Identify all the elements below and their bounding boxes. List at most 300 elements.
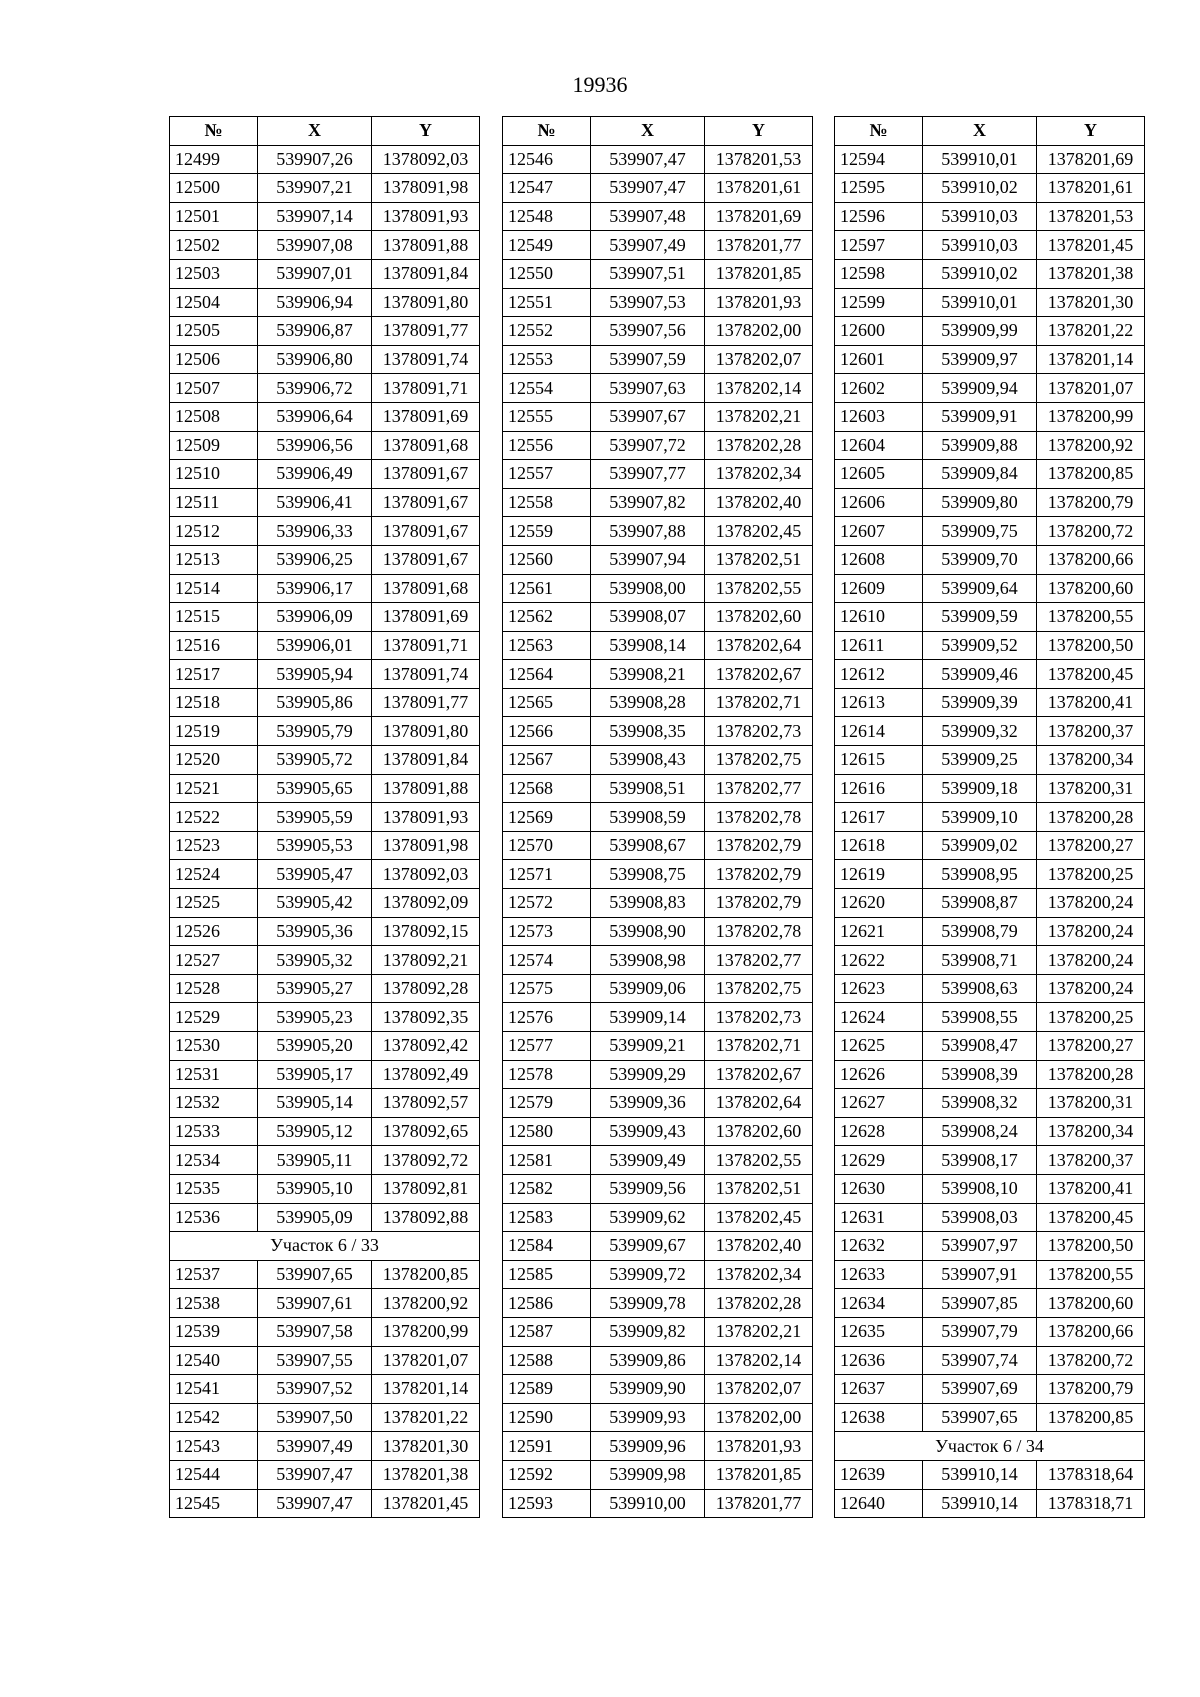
y-coordinate-cell: 1378200,34 — [1037, 746, 1145, 775]
point-number-cell: 12590 — [503, 1403, 591, 1432]
table-row — [170, 288, 480, 317]
y-coordinate-cell: 1378201,38 — [372, 1460, 480, 1489]
x-coordinate-cell: 539907,77 — [591, 460, 705, 489]
table-row — [835, 402, 1145, 431]
y-coordinate-cell: 1378092,03 — [372, 145, 480, 174]
y-coordinate-cell: 1378200,28 — [1037, 1060, 1145, 1089]
section-row — [835, 1432, 1145, 1461]
x-coordinate-cell: 539910,03 — [923, 231, 1037, 260]
point-number-cell: 12616 — [835, 774, 923, 803]
x-coordinate-cell: 539909,86 — [591, 1346, 705, 1375]
table-row — [170, 746, 480, 775]
table-row — [170, 1346, 480, 1375]
x-coordinate-cell: 539908,87 — [923, 889, 1037, 918]
x-coordinate-cell: 539907,94 — [591, 545, 705, 574]
x-coordinate-cell: 539908,03 — [923, 1203, 1037, 1232]
y-coordinate-cell: 1378318,64 — [1037, 1460, 1145, 1489]
table-row — [503, 574, 813, 603]
x-coordinate-cell: 539908,98 — [591, 946, 705, 975]
table-row — [835, 631, 1145, 660]
table-row — [170, 1260, 480, 1289]
table-row — [170, 1174, 480, 1203]
table-row — [835, 317, 1145, 346]
x-coordinate-cell: 539906,33 — [258, 517, 372, 546]
y-coordinate-cell: 1378202,77 — [705, 774, 813, 803]
x-coordinate-cell: 539910,00 — [591, 1489, 705, 1518]
x-coordinate-cell: 539909,56 — [591, 1174, 705, 1203]
x-coordinate-cell: 539909,93 — [591, 1403, 705, 1432]
y-coordinate-cell: 1378091,98 — [372, 831, 480, 860]
table-row — [835, 488, 1145, 517]
x-coordinate-cell: 539910,01 — [923, 145, 1037, 174]
x-coordinate-cell: 539909,43 — [591, 1117, 705, 1146]
table-row — [170, 1117, 480, 1146]
x-coordinate-cell: 539909,72 — [591, 1260, 705, 1289]
x-coordinate-cell: 539908,17 — [923, 1146, 1037, 1175]
x-coordinate-cell: 539907,51 — [591, 259, 705, 288]
x-coordinate-cell: 539909,75 — [923, 517, 1037, 546]
x-coordinate-cell: 539909,88 — [923, 431, 1037, 460]
table-row — [835, 517, 1145, 546]
y-coordinate-cell: 1378202,64 — [705, 1089, 813, 1118]
point-number-cell: 12564 — [503, 660, 591, 689]
table-row — [170, 1060, 480, 1089]
table-row — [503, 1003, 813, 1032]
x-coordinate-cell: 539909,29 — [591, 1060, 705, 1089]
x-coordinate-cell: 539907,58 — [258, 1317, 372, 1346]
point-number-cell: 12638 — [835, 1403, 923, 1432]
point-number-cell: 12623 — [835, 974, 923, 1003]
coordinates-table-1 — [169, 116, 480, 1518]
point-number-cell: 12501 — [170, 202, 258, 231]
point-number-cell: 12548 — [503, 202, 591, 231]
point-number-cell: 12511 — [170, 488, 258, 517]
point-number-cell: 12512 — [170, 517, 258, 546]
x-coordinate-cell: 539909,10 — [923, 803, 1037, 832]
y-coordinate-cell: 1378201,14 — [372, 1375, 480, 1404]
y-coordinate-cell: 1378091,74 — [372, 345, 480, 374]
point-number-cell: 12640 — [835, 1489, 923, 1518]
y-coordinate-cell: 1378200,24 — [1037, 917, 1145, 946]
x-coordinate-cell: 539907,47 — [591, 174, 705, 203]
y-coordinate-cell: 1378200,45 — [1037, 1203, 1145, 1232]
x-coordinate-cell: 539907,50 — [258, 1403, 372, 1432]
y-coordinate-cell: 1378200,31 — [1037, 1089, 1145, 1118]
x-coordinate-cell: 539907,82 — [591, 488, 705, 517]
y-coordinate-cell: 1378202,55 — [705, 574, 813, 603]
table-row — [835, 231, 1145, 260]
x-coordinate-cell: 539908,67 — [591, 831, 705, 860]
y-coordinate-cell: 1378202,79 — [705, 889, 813, 918]
column-header-y: Y — [1037, 117, 1145, 146]
x-coordinate-cell: 539907,85 — [923, 1289, 1037, 1318]
x-coordinate-cell: 539907,49 — [258, 1432, 372, 1461]
table-row — [503, 431, 813, 460]
point-number-cell: 12569 — [503, 803, 591, 832]
point-number-cell: 12515 — [170, 603, 258, 632]
y-coordinate-cell: 1378091,77 — [372, 317, 480, 346]
table-row — [170, 402, 480, 431]
y-coordinate-cell: 1378200,72 — [1037, 1346, 1145, 1375]
y-coordinate-cell: 1378091,98 — [372, 174, 480, 203]
table-row — [503, 889, 813, 918]
point-number-cell: 12585 — [503, 1260, 591, 1289]
y-coordinate-cell: 1378091,93 — [372, 202, 480, 231]
y-coordinate-cell: 1378202,60 — [705, 603, 813, 632]
x-coordinate-cell: 539909,70 — [923, 545, 1037, 574]
point-number-cell: 12591 — [503, 1432, 591, 1461]
point-number-cell: 12575 — [503, 974, 591, 1003]
x-coordinate-cell: 539909,91 — [923, 402, 1037, 431]
y-coordinate-cell: 1378092,03 — [372, 860, 480, 889]
table-row — [835, 1117, 1145, 1146]
point-number-cell: 12500 — [170, 174, 258, 203]
y-coordinate-cell: 1378200,85 — [1037, 1403, 1145, 1432]
y-coordinate-cell: 1378092,81 — [372, 1174, 480, 1203]
x-coordinate-cell: 539905,23 — [258, 1003, 372, 1032]
table-row — [835, 1403, 1145, 1432]
table-row — [835, 1375, 1145, 1404]
point-number-cell: 12544 — [170, 1460, 258, 1489]
x-coordinate-cell: 539907,14 — [258, 202, 372, 231]
section-title: Участок 6 / 33 — [170, 1232, 480, 1261]
point-number-cell: 12599 — [835, 288, 923, 317]
table-row — [835, 288, 1145, 317]
point-number-cell: 12541 — [170, 1375, 258, 1404]
x-coordinate-cell: 539909,62 — [591, 1203, 705, 1232]
y-coordinate-cell: 1378200,72 — [1037, 517, 1145, 546]
y-coordinate-cell: 1378200,66 — [1037, 545, 1145, 574]
x-coordinate-cell: 539905,09 — [258, 1203, 372, 1232]
y-coordinate-cell: 1378091,71 — [372, 374, 480, 403]
y-coordinate-cell: 1378200,92 — [1037, 431, 1145, 460]
point-number-cell: 12532 — [170, 1089, 258, 1118]
table-row — [503, 1489, 813, 1518]
table-row — [503, 174, 813, 203]
x-coordinate-cell: 539907,47 — [591, 145, 705, 174]
point-number-cell: 12605 — [835, 460, 923, 489]
x-coordinate-cell: 539908,59 — [591, 803, 705, 832]
point-number-cell: 12573 — [503, 917, 591, 946]
x-coordinate-cell: 539907,52 — [258, 1375, 372, 1404]
x-coordinate-cell: 539909,67 — [591, 1232, 705, 1261]
point-number-cell: 12514 — [170, 574, 258, 603]
table-row — [503, 1460, 813, 1489]
table-row — [503, 746, 813, 775]
table-row — [503, 1089, 813, 1118]
point-number-cell: 12636 — [835, 1346, 923, 1375]
x-coordinate-cell: 539908,63 — [923, 974, 1037, 1003]
coordinates-table-2 — [502, 116, 813, 1518]
y-coordinate-cell: 1378202,75 — [705, 746, 813, 775]
x-coordinate-cell: 539907,74 — [923, 1346, 1037, 1375]
point-number-cell: 12567 — [503, 746, 591, 775]
x-coordinate-cell: 539907,59 — [591, 345, 705, 374]
x-coordinate-cell: 539909,94 — [923, 374, 1037, 403]
point-number-cell: 12524 — [170, 860, 258, 889]
table-row — [170, 231, 480, 260]
point-number-cell: 12583 — [503, 1203, 591, 1232]
table-row — [835, 1289, 1145, 1318]
point-number-cell: 12528 — [170, 974, 258, 1003]
table-row — [835, 202, 1145, 231]
table-row — [503, 974, 813, 1003]
table-row — [170, 1289, 480, 1318]
point-number-cell: 12522 — [170, 803, 258, 832]
point-number-cell: 12572 — [503, 889, 591, 918]
section-row — [170, 1232, 480, 1261]
point-number-cell: 12504 — [170, 288, 258, 317]
y-coordinate-cell: 1378091,77 — [372, 688, 480, 717]
point-number-cell: 12621 — [835, 917, 923, 946]
table-row — [835, 1089, 1145, 1118]
y-coordinate-cell: 1378201,38 — [1037, 259, 1145, 288]
table-row — [503, 946, 813, 975]
point-number-cell: 12518 — [170, 688, 258, 717]
table-header-row — [503, 117, 813, 146]
x-coordinate-cell: 539909,52 — [923, 631, 1037, 660]
column-header-y: Y — [705, 117, 813, 146]
x-coordinate-cell: 539908,10 — [923, 1174, 1037, 1203]
x-coordinate-cell: 539909,06 — [591, 974, 705, 1003]
x-coordinate-cell: 539908,47 — [923, 1032, 1037, 1061]
y-coordinate-cell: 1378091,93 — [372, 803, 480, 832]
table-row — [503, 517, 813, 546]
table-row — [170, 631, 480, 660]
point-number-cell: 12627 — [835, 1089, 923, 1118]
x-coordinate-cell: 539909,14 — [591, 1003, 705, 1032]
column-header-x: X — [258, 117, 372, 146]
y-coordinate-cell: 1378200,41 — [1037, 688, 1145, 717]
table-row — [170, 545, 480, 574]
x-coordinate-cell: 539909,80 — [923, 488, 1037, 517]
table-row — [503, 545, 813, 574]
y-coordinate-cell: 1378202,45 — [705, 517, 813, 546]
x-coordinate-cell: 539905,59 — [258, 803, 372, 832]
y-coordinate-cell: 1378202,40 — [705, 488, 813, 517]
y-coordinate-cell: 1378201,85 — [705, 1460, 813, 1489]
table-row — [503, 1375, 813, 1404]
table-row — [170, 317, 480, 346]
point-number-cell: 12539 — [170, 1317, 258, 1346]
table-row — [503, 1403, 813, 1432]
y-coordinate-cell: 1378091,88 — [372, 774, 480, 803]
table-row — [503, 317, 813, 346]
point-number-cell: 12509 — [170, 431, 258, 460]
point-number-cell: 12517 — [170, 660, 258, 689]
y-coordinate-cell: 1378092,28 — [372, 974, 480, 1003]
x-coordinate-cell: 539907,47 — [258, 1460, 372, 1489]
y-coordinate-cell: 1378200,25 — [1037, 1003, 1145, 1032]
point-number-cell: 12529 — [170, 1003, 258, 1032]
table-row — [170, 574, 480, 603]
y-coordinate-cell: 1378202,40 — [705, 1232, 813, 1261]
table-row — [835, 660, 1145, 689]
table-row — [170, 803, 480, 832]
y-coordinate-cell: 1378202,14 — [705, 1346, 813, 1375]
y-coordinate-cell: 1378200,92 — [372, 1289, 480, 1318]
x-coordinate-cell: 539907,48 — [591, 202, 705, 231]
point-number-cell: 12562 — [503, 603, 591, 632]
point-number-cell: 12603 — [835, 402, 923, 431]
y-coordinate-cell: 1378201,30 — [1037, 288, 1145, 317]
table-row — [170, 460, 480, 489]
table-row — [503, 1032, 813, 1061]
x-coordinate-cell: 539909,90 — [591, 1375, 705, 1404]
y-coordinate-cell: 1378201,45 — [1037, 231, 1145, 260]
table-row — [170, 889, 480, 918]
x-coordinate-cell: 539906,80 — [258, 345, 372, 374]
x-coordinate-cell: 539907,91 — [923, 1260, 1037, 1289]
x-coordinate-cell: 539908,32 — [923, 1089, 1037, 1118]
y-coordinate-cell: 1378200,24 — [1037, 889, 1145, 918]
x-coordinate-cell: 539906,56 — [258, 431, 372, 460]
point-number-cell: 12558 — [503, 488, 591, 517]
point-number-cell: 12637 — [835, 1375, 923, 1404]
y-coordinate-cell: 1378202,55 — [705, 1146, 813, 1175]
point-number-cell: 12570 — [503, 831, 591, 860]
point-number-cell: 12594 — [835, 145, 923, 174]
y-coordinate-cell: 1378091,84 — [372, 259, 480, 288]
table-row — [170, 1032, 480, 1061]
x-coordinate-cell: 539905,27 — [258, 974, 372, 1003]
x-coordinate-cell: 539909,02 — [923, 831, 1037, 860]
y-coordinate-cell: 1378200,79 — [1037, 488, 1145, 517]
y-coordinate-cell: 1378200,37 — [1037, 1146, 1145, 1175]
x-coordinate-cell: 539905,32 — [258, 946, 372, 975]
point-number-cell: 12596 — [835, 202, 923, 231]
y-coordinate-cell: 1378200,25 — [1037, 860, 1145, 889]
table-row — [170, 1489, 480, 1518]
x-coordinate-cell: 539905,36 — [258, 917, 372, 946]
table-row — [835, 717, 1145, 746]
point-number-cell: 12620 — [835, 889, 923, 918]
table-row — [170, 860, 480, 889]
x-coordinate-cell: 539909,82 — [591, 1317, 705, 1346]
table-row — [835, 974, 1145, 1003]
y-coordinate-cell: 1378091,84 — [372, 746, 480, 775]
x-coordinate-cell: 539907,72 — [591, 431, 705, 460]
table-row — [835, 1203, 1145, 1232]
point-number-cell: 12609 — [835, 574, 923, 603]
point-number-cell: 12556 — [503, 431, 591, 460]
point-number-cell: 12555 — [503, 402, 591, 431]
table-row — [503, 374, 813, 403]
y-coordinate-cell: 1378202,51 — [705, 1174, 813, 1203]
table-row — [835, 374, 1145, 403]
table-row — [170, 660, 480, 689]
point-number-cell: 12557 — [503, 460, 591, 489]
table-row — [835, 1146, 1145, 1175]
table-row — [503, 145, 813, 174]
y-coordinate-cell: 1378200,41 — [1037, 1174, 1145, 1203]
table-row — [503, 1174, 813, 1203]
point-number-cell: 12560 — [503, 545, 591, 574]
table-row — [170, 688, 480, 717]
x-coordinate-cell: 539906,87 — [258, 317, 372, 346]
point-number-cell: 12545 — [170, 1489, 258, 1518]
table-row — [170, 917, 480, 946]
y-coordinate-cell: 1378200,27 — [1037, 831, 1145, 860]
table-row — [835, 860, 1145, 889]
y-coordinate-cell: 1378202,77 — [705, 946, 813, 975]
y-coordinate-cell: 1378201,61 — [1037, 174, 1145, 203]
y-coordinate-cell: 1378201,07 — [1037, 374, 1145, 403]
table-row — [503, 1232, 813, 1261]
point-number-cell: 12587 — [503, 1317, 591, 1346]
x-coordinate-cell: 539905,72 — [258, 746, 372, 775]
x-coordinate-cell: 539907,08 — [258, 231, 372, 260]
x-coordinate-cell: 539908,95 — [923, 860, 1037, 889]
x-coordinate-cell: 539910,03 — [923, 202, 1037, 231]
point-number-cell: 12607 — [835, 517, 923, 546]
point-number-cell: 12521 — [170, 774, 258, 803]
y-coordinate-cell: 1378202,34 — [705, 460, 813, 489]
y-coordinate-cell: 1378092,72 — [372, 1146, 480, 1175]
y-coordinate-cell: 1378092,88 — [372, 1203, 480, 1232]
y-coordinate-cell: 1378202,60 — [705, 1117, 813, 1146]
y-coordinate-cell: 1378200,99 — [1037, 402, 1145, 431]
point-number-cell: 12622 — [835, 946, 923, 975]
x-coordinate-cell: 539909,99 — [923, 317, 1037, 346]
table-header-row — [170, 117, 480, 146]
y-coordinate-cell: 1378200,50 — [1037, 631, 1145, 660]
table-row — [835, 746, 1145, 775]
point-number-cell: 12608 — [835, 545, 923, 574]
point-number-cell: 12550 — [503, 259, 591, 288]
table-row — [170, 1146, 480, 1175]
table-row — [835, 1260, 1145, 1289]
table-row — [835, 345, 1145, 374]
point-number-cell: 12598 — [835, 259, 923, 288]
x-coordinate-cell: 539906,94 — [258, 288, 372, 317]
x-coordinate-cell: 539908,79 — [923, 917, 1037, 946]
y-coordinate-cell: 1378091,67 — [372, 545, 480, 574]
y-coordinate-cell: 1378202,28 — [705, 431, 813, 460]
point-number-cell: 12533 — [170, 1117, 258, 1146]
point-number-cell: 12506 — [170, 345, 258, 374]
table-row — [170, 1203, 480, 1232]
column-header-y: Y — [372, 117, 480, 146]
x-coordinate-cell: 539907,47 — [258, 1489, 372, 1518]
y-coordinate-cell: 1378202,21 — [705, 1317, 813, 1346]
y-coordinate-cell: 1378202,78 — [705, 917, 813, 946]
table-row — [503, 1432, 813, 1461]
table-row — [503, 1060, 813, 1089]
x-coordinate-cell: 539906,72 — [258, 374, 372, 403]
x-coordinate-cell: 539908,14 — [591, 631, 705, 660]
point-number-cell: 12582 — [503, 1174, 591, 1203]
point-number-cell: 12639 — [835, 1460, 923, 1489]
y-coordinate-cell: 1378202,21 — [705, 402, 813, 431]
x-coordinate-cell: 539908,51 — [591, 774, 705, 803]
x-coordinate-cell: 539909,97 — [923, 345, 1037, 374]
x-coordinate-cell: 539907,69 — [923, 1375, 1037, 1404]
point-number-cell: 12571 — [503, 860, 591, 889]
x-coordinate-cell: 539909,25 — [923, 746, 1037, 775]
table-row — [503, 1146, 813, 1175]
table-row — [835, 145, 1145, 174]
y-coordinate-cell: 1378200,31 — [1037, 774, 1145, 803]
x-coordinate-cell: 539907,97 — [923, 1232, 1037, 1261]
y-coordinate-cell: 1378200,24 — [1037, 946, 1145, 975]
x-coordinate-cell: 539909,59 — [923, 603, 1037, 632]
table-row — [170, 831, 480, 860]
x-coordinate-cell: 539909,78 — [591, 1289, 705, 1318]
y-coordinate-cell: 1378200,50 — [1037, 1232, 1145, 1261]
y-coordinate-cell: 1378092,65 — [372, 1117, 480, 1146]
x-coordinate-cell: 539907,53 — [591, 288, 705, 317]
